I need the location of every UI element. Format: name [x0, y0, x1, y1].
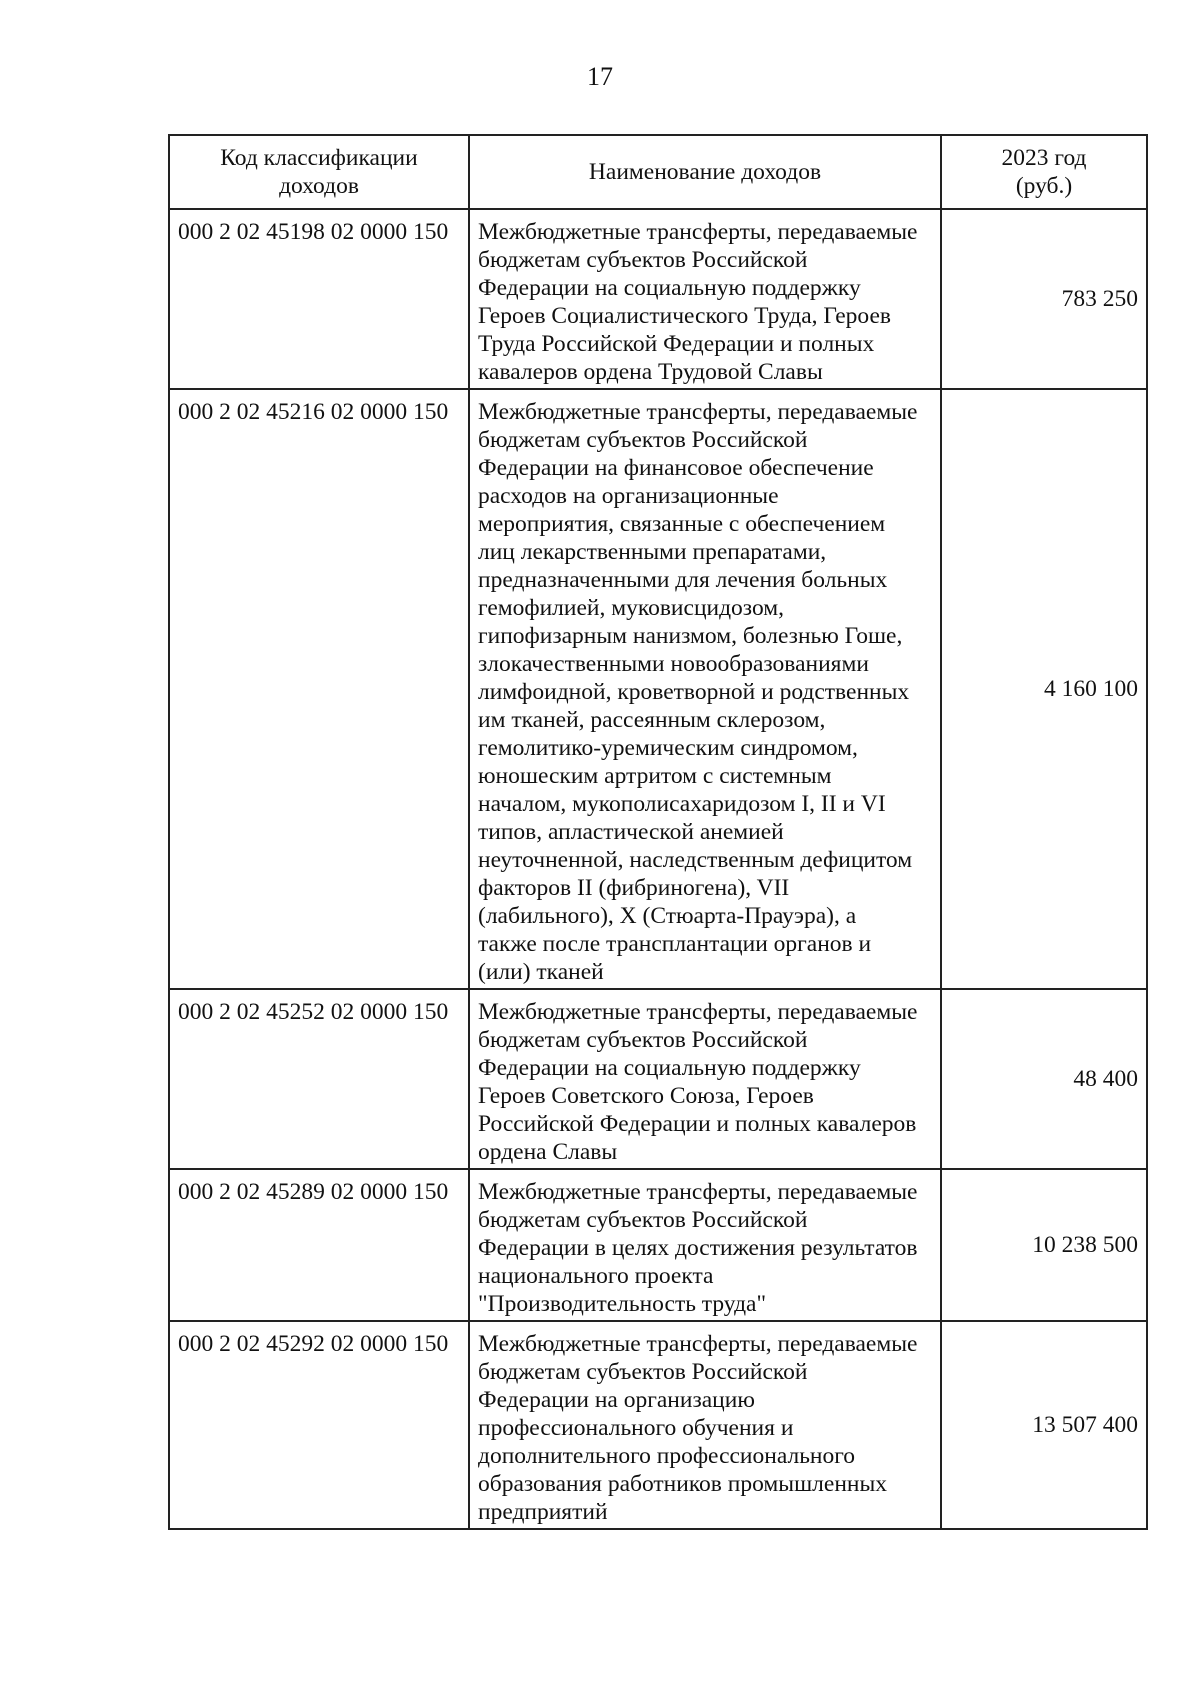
revenue-name-line: гемолитико-уремическим синдромом,: [478, 735, 858, 761]
revenue-name-line: Труда Российской Федерации и полных: [478, 331, 875, 357]
revenue-name-line: также после трансплантации органов и: [478, 931, 872, 957]
revenue-name-cell: [469, 1321, 941, 1529]
header-amount: [941, 135, 1147, 209]
header-amount-line1: 2023 год: [1001, 145, 1087, 171]
revenue-name-line: Межбюджетные трансферты, передаваемые: [478, 399, 918, 425]
revenue-name-line: лимфоидной, кроветворной и родственных: [478, 679, 910, 705]
revenue-name-line: гемофилией, муковисцидозом,: [478, 595, 784, 621]
revenue-name-cell: [469, 209, 941, 389]
revenue-table: [168, 134, 1148, 1530]
revenue-name-line: гипофизарным нанизмом, болезнью Гоше,: [478, 623, 903, 649]
revenue-name-line: лиц лекарственными препаратами,: [478, 539, 827, 565]
revenue-name-line: типов, апластической анемией: [478, 819, 784, 845]
revenue-name-cell: [469, 389, 941, 989]
header-code-line1: Код классификации: [220, 145, 418, 171]
amount-cell: 783 250: [941, 209, 1147, 389]
revenue-name-line: Межбюджетные трансферты, передаваемые: [478, 219, 918, 245]
revenue-name-line: национального проекта: [478, 1263, 714, 1289]
header-code: [169, 135, 469, 209]
revenue-name-line: Героев Советского Союза, Героев: [478, 1083, 814, 1109]
revenue-name-line: факторов II (фибриногена), VII: [478, 875, 790, 901]
revenue-name-line: неуточненной, наследственным дефицитом: [478, 847, 913, 873]
table-row: [169, 1169, 1147, 1321]
revenue-name-line: бюджетам субъектов Российской: [478, 1359, 808, 1385]
revenue-name-line: Федерации в целях достижения результатов: [478, 1235, 918, 1261]
table-body: [169, 209, 1147, 1529]
revenue-name-line: Российской Федерации и полных кавалеров: [478, 1111, 917, 1137]
revenue-name-line: "Производительность труда": [478, 1291, 767, 1317]
revenue-name-cell: [469, 1169, 941, 1321]
revenue-name-line: Межбюджетные трансферты, передаваемые: [478, 999, 918, 1025]
amount-cell: 4 160 100: [941, 389, 1147, 989]
revenue-name-line: (или) тканей: [478, 959, 604, 985]
revenue-name-line: бюджетам субъектов Российской: [478, 427, 808, 453]
revenue-name-line: юношеским артритом с системным: [478, 763, 832, 789]
amount-cell: 10 238 500: [941, 1169, 1147, 1321]
revenue-name-line: дополнительного профессионального: [478, 1443, 856, 1469]
revenue-name-line: началом, мукополисахаридозом I, II и VI: [478, 791, 886, 817]
classification-code-cell: 000 2 02 45292 02 0000 150: [169, 1321, 469, 1529]
revenue-name-line: (лабильного), X (Стюарта-Прауэра), а: [478, 903, 857, 929]
page-number: 17: [587, 62, 613, 91]
revenue-name-line: бюджетам субъектов Российской: [478, 1207, 808, 1233]
classification-code-cell: 000 2 02 45216 02 0000 150: [169, 389, 469, 989]
table-row: [169, 1321, 1147, 1529]
revenue-name-line: Федерации на социальную поддержку: [478, 275, 861, 301]
revenue-name-line: Героев Социалистического Труда, Героев: [478, 303, 891, 329]
revenue-name-line: бюджетам субъектов Российской: [478, 1027, 808, 1053]
revenue-name-line: мероприятия, связанные с обеспечением: [478, 511, 886, 537]
revenue-name-line: Межбюджетные трансферты, передаваемые: [478, 1179, 918, 1205]
amount-cell: 13 507 400: [941, 1321, 1147, 1529]
amount-cell: 48 400: [941, 989, 1147, 1169]
header-amount-line2: (руб.): [1015, 173, 1073, 199]
header-name: Наименование доходов: [469, 135, 941, 209]
revenue-name-line: бюджетам субъектов Российской: [478, 247, 808, 273]
revenue-name-line: им тканей, рассеянным склерозом,: [478, 707, 826, 733]
revenue-name-line: ордена Славы: [478, 1139, 618, 1165]
revenue-name-line: злокачественными новообразованиями: [478, 651, 869, 677]
classification-code-cell: 000 2 02 45252 02 0000 150: [169, 989, 469, 1169]
revenue-name-line: Федерации на социальную поддержку: [478, 1055, 861, 1081]
revenue-name-line: Федерации на организацию: [478, 1387, 755, 1413]
revenue-name-line: образования работников промышленных: [478, 1471, 888, 1497]
revenue-name-line: предприятий: [478, 1499, 608, 1525]
revenue-name-line: Федерации на финансовое обеспечение: [478, 455, 874, 481]
revenue-name-line: Межбюджетные трансферты, передаваемые: [478, 1331, 918, 1357]
table-header-row: [169, 135, 1147, 209]
revenue-name-line: расходов на организационные: [478, 483, 779, 509]
table-row: [169, 209, 1147, 389]
revenue-name-line: профессионального обучения и: [478, 1415, 794, 1441]
classification-code-cell: 000 2 02 45289 02 0000 150: [169, 1169, 469, 1321]
revenue-name-cell: [469, 989, 941, 1169]
table-row: [169, 389, 1147, 989]
table-row: [169, 989, 1147, 1169]
classification-code-cell: 000 2 02 45198 02 0000 150: [169, 209, 469, 389]
header-code-line2: доходов: [279, 173, 359, 199]
revenue-name-line: кавалеров ордена Трудовой Славы: [478, 359, 823, 385]
revenue-name-line: предназначенными для лечения больных: [478, 567, 888, 593]
